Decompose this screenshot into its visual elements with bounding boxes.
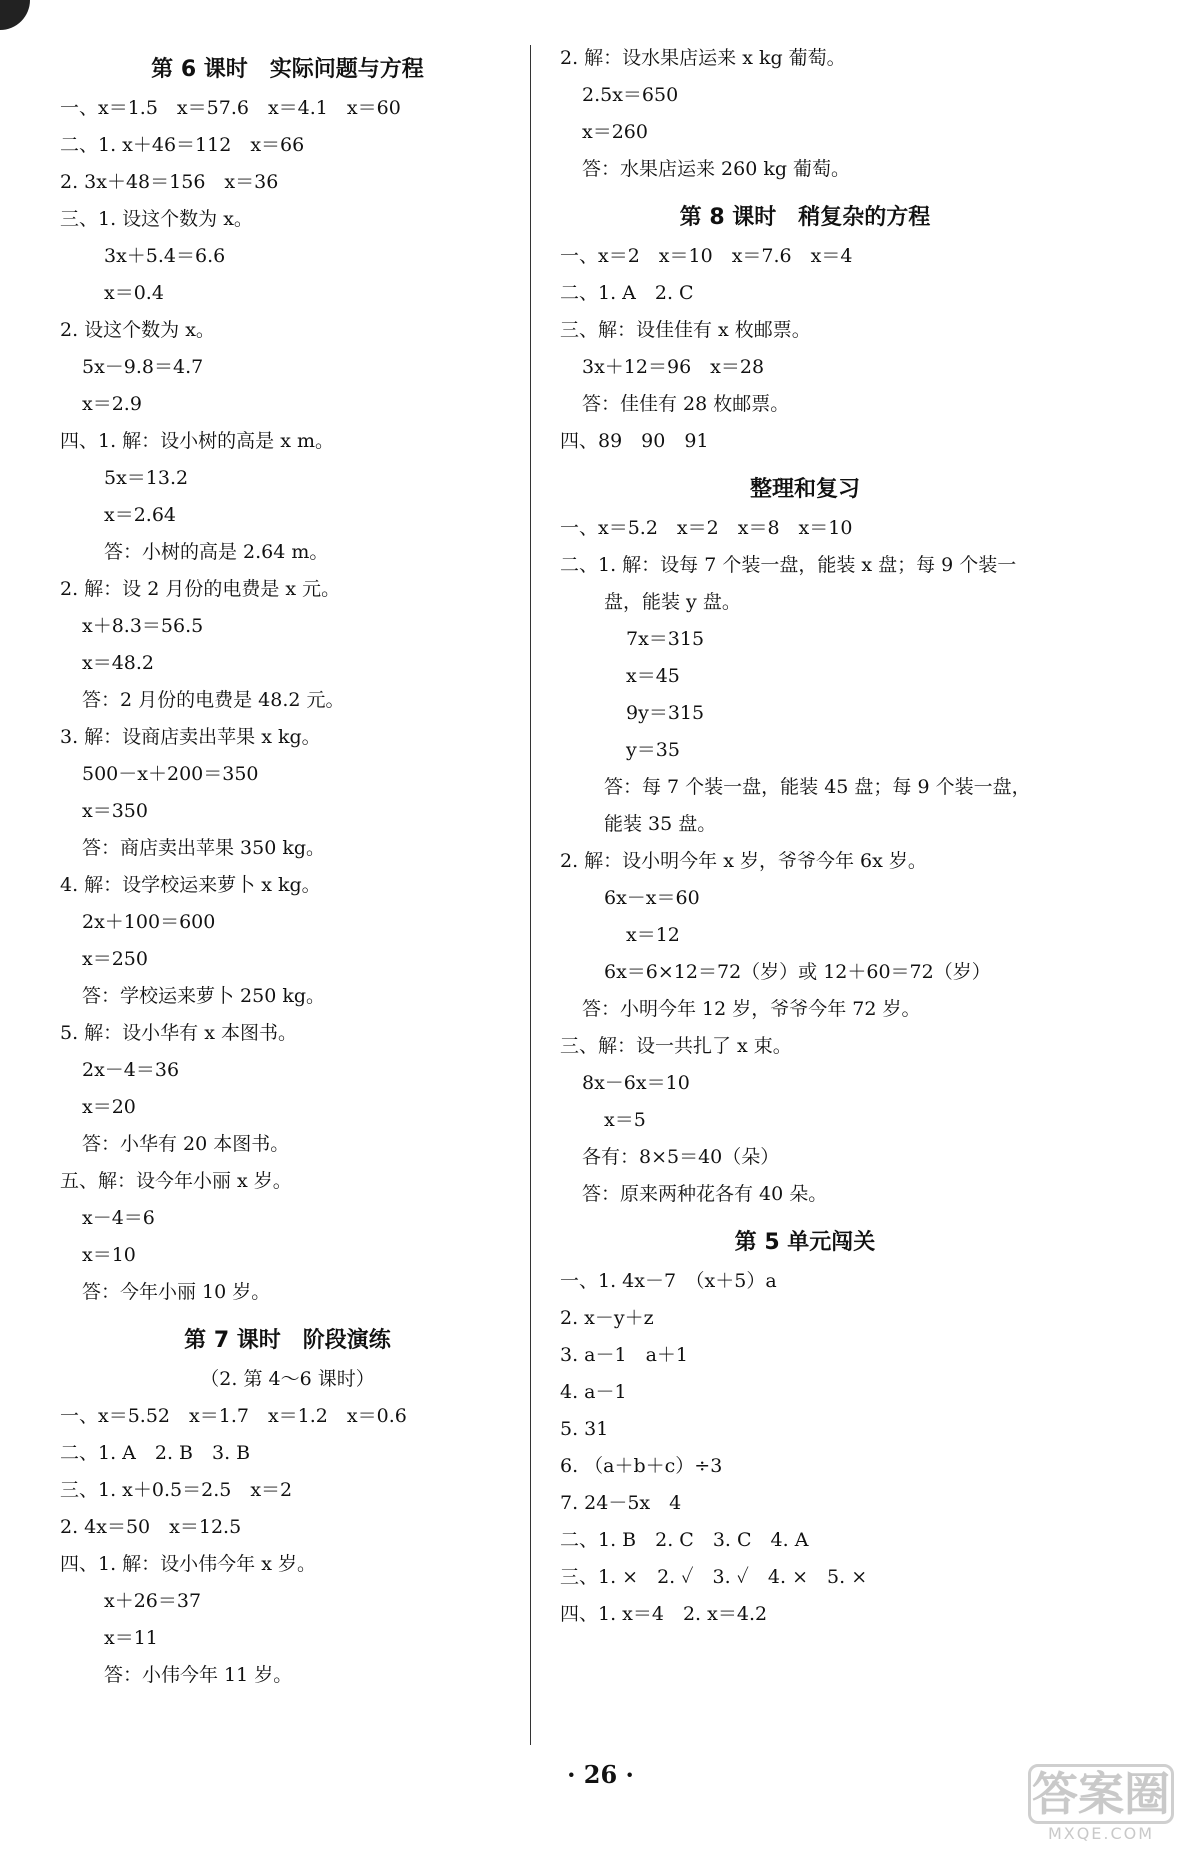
answer-line: 五、解：设今年小丽 x 岁。	[60, 1170, 292, 1192]
answer-line: 5x－9.8＝4.7	[82, 356, 204, 378]
answer-line: 答：商店卖出苹果 350 kg。	[82, 837, 326, 859]
answer-line: x＋26＝37	[104, 1590, 202, 1612]
answer-line: 三、1. × 2. ✓ 3. ✓ 4. × 5. ×	[560, 1566, 868, 1588]
section-title: 第 8 课时 稍复杂的方程	[679, 205, 931, 230]
answer-line: x＝45	[626, 665, 680, 687]
answer-line: 答：今年小丽 10 岁。	[82, 1281, 271, 1303]
answer-line: 一、x＝5.52 x＝1.7 x＝1.2 x＝0.6	[60, 1405, 407, 1427]
answer-line: x＝12	[626, 924, 680, 946]
answer-line: 3x＋5.4＝6.6	[104, 245, 226, 267]
answer-line: x＋8.3＝56.5	[82, 615, 204, 637]
answer-line: 2. x－y＋z	[560, 1307, 654, 1329]
answer-line: 4. 解：设学校运来萝卜 x kg。	[60, 874, 321, 896]
answer-line: 答：佳佳有 28 枚邮票。	[582, 393, 790, 415]
section-title: 第 5 单元闯关	[734, 1230, 876, 1255]
answer-line: 2.5x＝650	[582, 84, 679, 106]
answer-line: y＝35	[626, 739, 680, 761]
watermark-title: 答案圈	[1028, 1764, 1174, 1824]
section-title: 第 6 课时 实际问题与方程	[151, 57, 424, 82]
answer-line: 三、1. 设这个数为 x。	[60, 208, 253, 230]
answer-line: 三、解：设佳佳有 x 枚邮票。	[560, 319, 811, 341]
answer-line: 2. 解：设小明今年 x 岁，爷爷今年 6x 岁。	[560, 850, 927, 872]
answer-line: 6x－x＝60	[604, 887, 700, 909]
column-divider	[530, 45, 531, 1745]
answer-line: 7. 24－5x 4	[560, 1492, 682, 1514]
answer-line: 二、1. x＋46＝112 x＝66	[60, 134, 305, 156]
answer-line: 二、1. 解：设每 7 个装一盘，能装 x 盘；每 9 个装一	[560, 554, 1017, 576]
answer-line: x＝11	[104, 1627, 158, 1649]
section-title: 整理和复习	[749, 477, 860, 502]
answer-line: 答：学校运来萝卜 250 kg。	[82, 985, 326, 1007]
answer-line: x＝10	[82, 1244, 136, 1266]
answer-line: 500－x＋200＝350	[82, 763, 259, 785]
answer-line: 二、1. B 2. C 3. C 4. A	[560, 1529, 809, 1551]
answer-line: x＝0.4	[104, 282, 164, 304]
answer-line: 2. 解：设 2 月份的电费是 x 元。	[60, 578, 341, 600]
answer-line: x＝48.2	[82, 652, 155, 674]
answer-line: 5. 解：设小华有 x 本图书。	[60, 1022, 297, 1044]
answer-line: 能装 35 盘。	[604, 813, 717, 835]
answer-line: 6. （a＋b＋c）÷3	[560, 1455, 723, 1477]
answer-line: 各有：8×5＝40（朵）	[582, 1146, 780, 1168]
page-number: · 26 ·	[567, 1760, 634, 1789]
answer-line: 答：小明今年 12 岁，爷爷今年 72 岁。	[582, 998, 921, 1020]
answer-line: 8x－6x＝10	[582, 1072, 690, 1094]
answer-line: 2x－4＝36	[82, 1059, 180, 1081]
answer-line: 一、x＝5.2 x＝2 x＝8 x＝10	[560, 517, 853, 539]
watermark-url: MXQE.COM	[1047, 1824, 1155, 1843]
answer-line: x＝5	[604, 1109, 646, 1131]
answer-line: 一、1. 4x－7 （x＋5）a	[560, 1270, 777, 1292]
answer-line: 2x＋100＝600	[82, 911, 216, 933]
answer-line: 答：小树的高是 2.64 m。	[104, 541, 329, 563]
answer-line: 四、1. 解：设小树的高是 x m。	[60, 430, 334, 452]
answer-line: 9y＝315	[626, 702, 705, 724]
answer-line: 一、x＝1.5 x＝57.6 x＝4.1 x＝60	[60, 97, 401, 119]
answer-line: 2. 3x＋48＝156 x＝36	[60, 171, 279, 193]
answer-line: 答：原来两种花各有 40 朵。	[582, 1183, 828, 1205]
answer-line: 3x＋12＝96 x＝28	[582, 356, 765, 378]
answer-line: 2. 设这个数为 x。	[60, 319, 215, 341]
answer-line: 三、解：设一共扎了 x 束。	[560, 1035, 792, 1057]
answer-line: 答：每 7 个装一盘，能装 45 盘；每 9 个装一盘，	[604, 776, 1031, 798]
answer-line: 答：小伟今年 11 岁。	[104, 1664, 293, 1686]
answer-line: 4. a－1	[560, 1381, 627, 1403]
answer-line: 5x＝13.2	[104, 467, 189, 489]
answer-line: 三、1. x＋0.5＝2.5 x＝2	[60, 1479, 293, 1501]
answer-line: 答：小华有 20 本图书。	[82, 1133, 290, 1155]
answer-line: x＝2.64	[104, 504, 177, 526]
answer-line: 3. 解：设商店卖出苹果 x kg。	[60, 726, 321, 748]
watermark-logo	[1021, 1764, 1181, 1844]
answer-line: 答：2 月份的电费是 48.2 元。	[82, 689, 345, 711]
answer-line: 2. 解：设水果店运来 x kg 葡萄。	[560, 47, 846, 69]
answer-line: 二、1. A 2. B 3. B	[60, 1442, 251, 1464]
answer-line: 二、1. A 2. C	[560, 282, 694, 304]
answer-line: 3. a－1 a＋1	[560, 1344, 688, 1366]
answer-line: x＝260	[582, 121, 648, 143]
corner-mark	[0, 0, 30, 30]
answer-line: 5. 31	[560, 1418, 609, 1440]
answer-line: 答：水果店运来 260 kg 葡萄。	[582, 158, 851, 180]
answer-line: 7x＝315	[626, 628, 705, 650]
answer-line: 四、89 90 91	[560, 430, 709, 452]
answer-line: x＝350	[82, 800, 148, 822]
answer-line: x＝20	[82, 1096, 136, 1118]
right-column	[560, 40, 1050, 1633]
answer-line: x＝250	[82, 948, 148, 970]
section-title: 第 7 课时 阶段演练	[184, 1328, 391, 1353]
section-subtitle: （2. 第 4～6 课时）	[200, 1368, 375, 1390]
answer-line: x－4＝6	[82, 1207, 155, 1229]
left-column	[60, 40, 515, 1694]
answer-line: 盘，能装 y 盘。	[604, 591, 741, 613]
answer-line: 6x＝6×12＝72（岁）或 12＋60＝72（岁）	[604, 961, 991, 983]
answer-line: x＝2.9	[82, 393, 142, 415]
answer-line: 四、1. 解：设小伟今年 x 岁。	[60, 1553, 316, 1575]
answer-line: 2. 4x＝50 x＝12.5	[60, 1516, 242, 1538]
answer-line: 四、1. x＝4 2. x＝4.2	[560, 1603, 768, 1625]
answer-line: 一、x＝2 x＝10 x＝7.6 x＝4	[560, 245, 853, 267]
